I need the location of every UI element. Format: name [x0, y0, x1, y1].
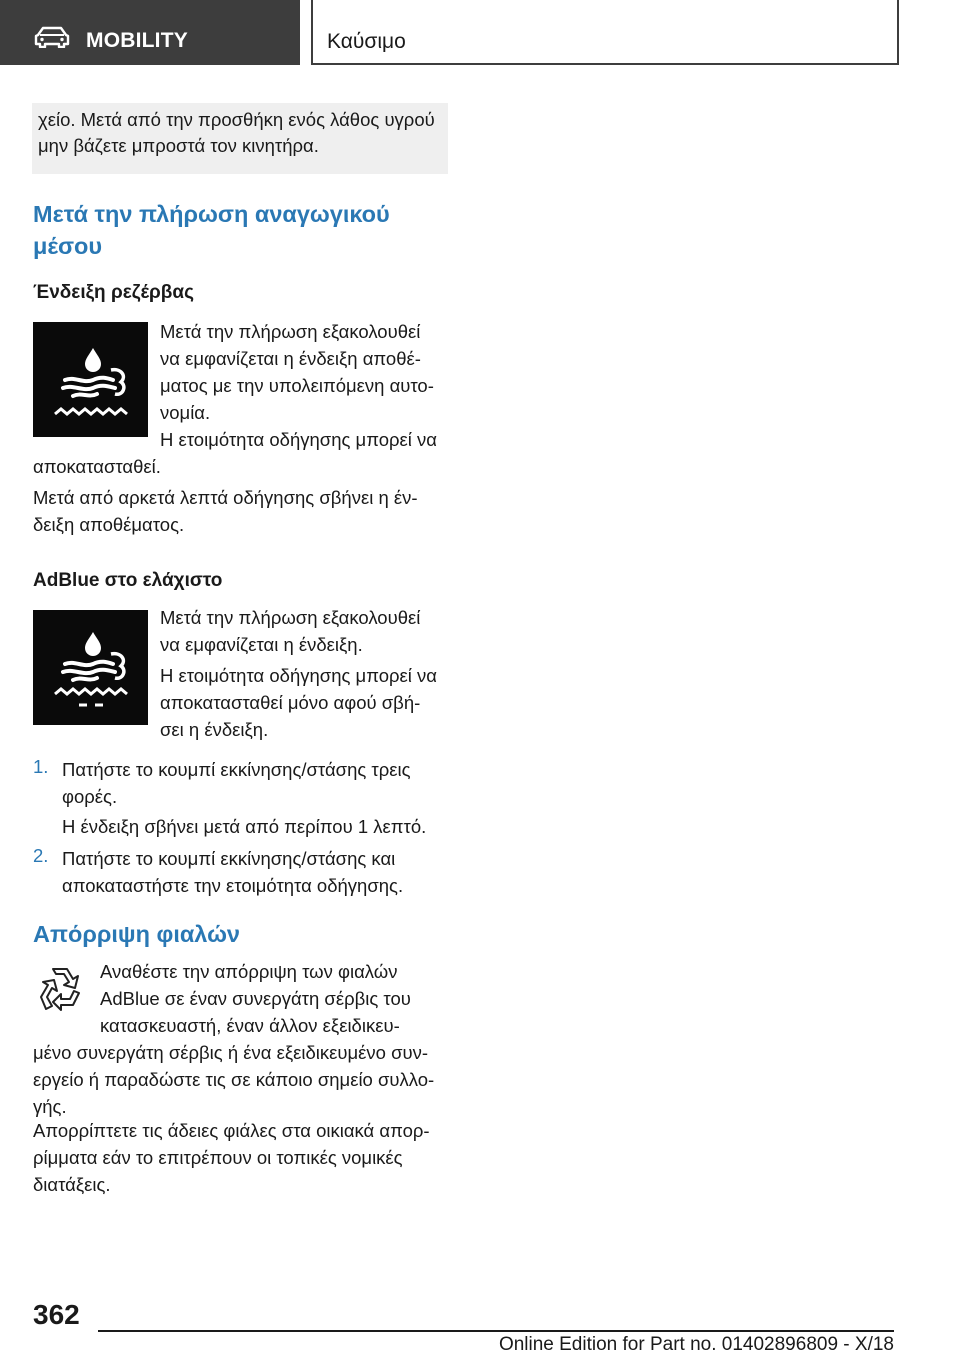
reserve-paragraph-2-line1: Η ετοιμότητα οδήγησης μπορεί να: [160, 429, 437, 450]
step-number: 1.: [33, 756, 49, 777]
step-1-text: [62, 756, 448, 810]
footer-divider: [98, 1330, 894, 1332]
minimum-paragraph-1: [160, 604, 448, 658]
text-line: AdBlue σε έναν συνεργάτη σέρβις του: [100, 988, 411, 1009]
text-line: γής.: [33, 1096, 67, 1117]
text-line: Πατήστε το κουμπί εκκίνησης/στάσης και: [62, 848, 396, 869]
section-heading-disposal: Απόρριψη φιαλών: [33, 921, 241, 947]
header-brand-bar: [0, 0, 300, 65]
step-2-text: [62, 845, 448, 899]
recycle-icon: [33, 963, 87, 1017]
heading-line: Μετά την πλήρωση αναγωγικού: [33, 201, 390, 227]
text-line: ματος με την υπολειπόμενη αυτο-: [160, 375, 434, 396]
text-line: νομία.: [160, 402, 211, 423]
header-section-box: [311, 0, 899, 65]
brand-label: MOBILITY: [86, 29, 188, 52]
note-text: χείο. Μετά από την προσθήκη ενός λάθος υγρού μην βάζετε μπροστά τον κινητήρα.: [38, 109, 435, 156]
car-icon: [34, 26, 70, 48]
text-line: Απορρίπτετε τις άδειες φιάλες στα οικιακά απορ-: [33, 1120, 430, 1141]
text-line: αποκατασταθεί μόνο αφού σβή-: [160, 692, 421, 713]
minimum-heading: AdBlue στο ελάχιστο: [33, 570, 223, 591]
text-line: κατασκευαστή, έναν άλλον εξειδικευ-: [100, 1015, 400, 1036]
section-title: Καύσιμο: [327, 30, 406, 53]
text-line: Μετά από αρκετά λεπτά οδήγησης σβήνει η έν-: [33, 487, 418, 508]
text-line: Πατήστε το κουμπί εκκίνησης/στάσης τρεις: [62, 759, 411, 780]
text-line: αποκαταστήστε την ετοιμότητα οδήγησης.: [62, 875, 404, 896]
text-line: να εμφανίζεται η ένδειξη.: [160, 634, 363, 655]
heading-line: μέσου: [33, 233, 103, 259]
text-line: εργείο ή παραδώστε τις σε κάποιο σημείο συλλο-: [33, 1069, 435, 1090]
text-line: φορές.: [62, 786, 118, 807]
disposal-paragraph-1-full: [33, 1039, 448, 1120]
step-1-result: Η ένδειξη σβήνει μετά από περίπου 1 λεπτό.: [62, 816, 427, 837]
step-number: 2.: [33, 845, 49, 866]
adblue-minimum-warning-icon: [33, 610, 148, 725]
reserve-paragraph-3: [33, 484, 448, 538]
minimum-paragraph-2: [160, 662, 448, 743]
reserve-heading: Ένδειξη ρεζέρβας: [33, 282, 194, 303]
section-heading-after-refill: [33, 198, 390, 262]
text-line: να εμφανίζεται η ένδειξη αποθέ-: [160, 348, 421, 369]
adblue-reserve-warning-icon: [33, 322, 148, 437]
text-line: μένο συνεργάτη σέρβις ή ένα εξειδικευμένο συν-: [33, 1042, 429, 1063]
text-line: Αναθέστε την απόρριψη των φιαλών: [100, 961, 398, 982]
reserve-paragraph-2-line2: αποκατασταθεί.: [33, 456, 161, 477]
note-box: [32, 103, 448, 174]
text-line: δειξη αποθέματος.: [33, 514, 185, 535]
disposal-paragraph-1-indented: [100, 958, 448, 1039]
text-line: διατάξεις.: [33, 1174, 111, 1195]
page-number: 362: [33, 1299, 80, 1330]
reserve-paragraph-1: [160, 318, 448, 426]
text-line: Μετά την πλήρωση εξακολουθεί: [160, 607, 421, 628]
text-line: Η ετοιμότητα οδήγησης μπορεί να: [160, 665, 437, 686]
footer-edition: Online Edition for Part no. 01402896809 - X/18: [498, 1334, 894, 1355]
disposal-paragraph-2: [33, 1117, 448, 1198]
text-line: σει η ένδειξη.: [160, 719, 269, 740]
text-line: ρίμματα εάν το επιτρέπουν οι τοπικές νομικές: [33, 1147, 403, 1168]
text-line: Μετά την πλήρωση εξακολουθεί: [160, 321, 421, 342]
